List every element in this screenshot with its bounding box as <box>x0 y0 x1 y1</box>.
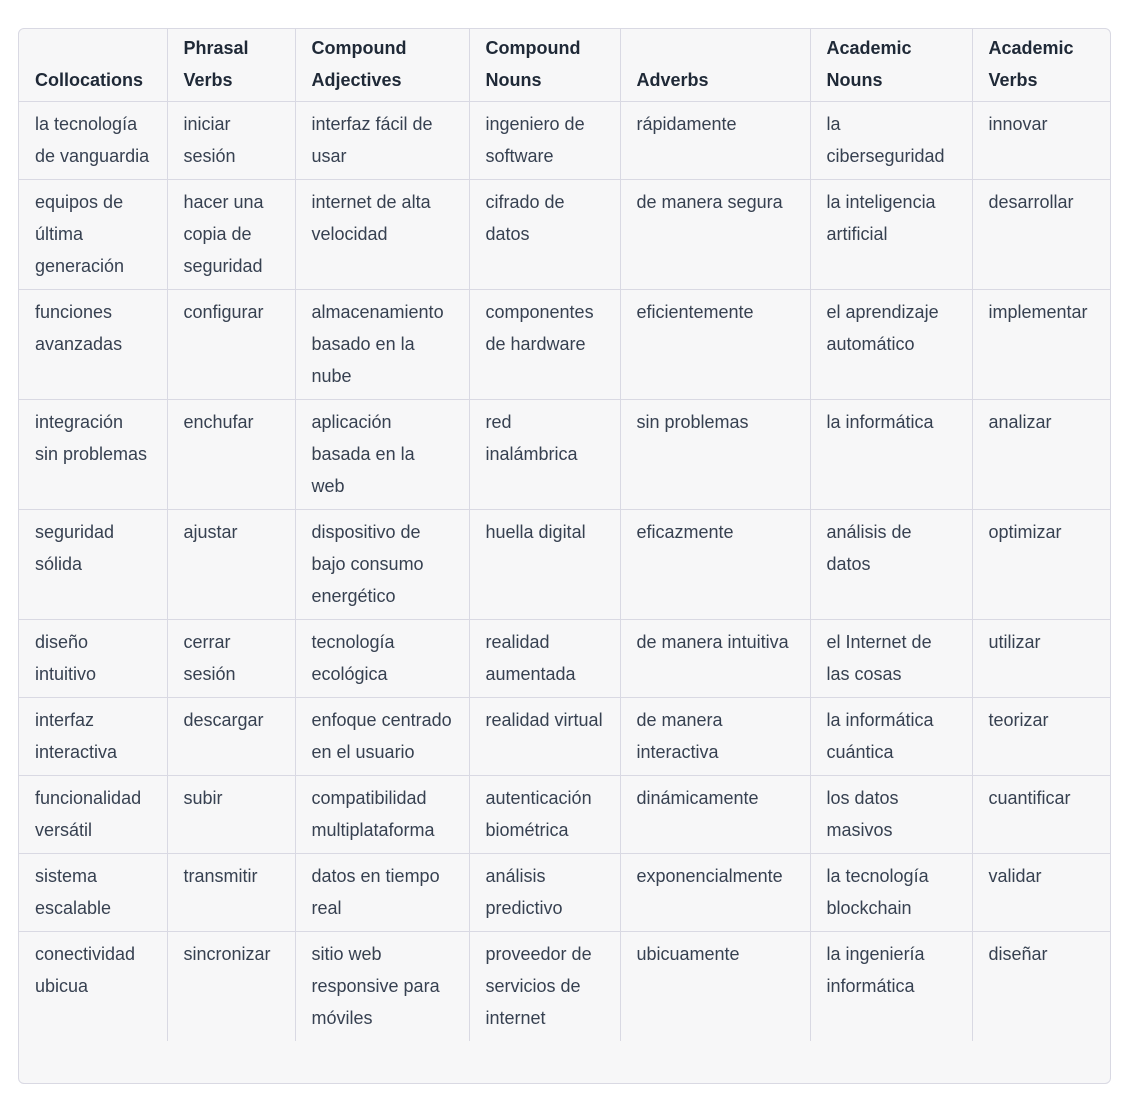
table-row <box>19 776 1110 854</box>
table-cell: de manera segura <box>620 180 810 290</box>
table-cell: el aprendizaje automático <box>810 290 972 400</box>
table-cell: eficazmente <box>620 510 810 620</box>
table-row <box>19 698 1110 776</box>
table-row <box>19 180 1110 290</box>
table-cell: interfaz interactiva <box>19 698 167 776</box>
table-cell: análisis predictivo <box>469 854 620 932</box>
table-cell: diseño intuitivo <box>19 620 167 698</box>
table-row <box>19 854 1110 932</box>
table-cell: seguridad sólida <box>19 510 167 620</box>
table-cell: la informática cuántica <box>810 698 972 776</box>
table-cell: subir <box>167 776 295 854</box>
table-cell: interfaz fácil de usar <box>295 102 469 180</box>
table-row <box>19 400 1110 510</box>
table-header-row <box>19 29 1110 102</box>
column-header: Phrasal Verbs <box>167 29 295 102</box>
table-cell: innovar <box>972 102 1110 180</box>
table-cell: equipos de última generación <box>19 180 167 290</box>
table-row <box>19 102 1110 180</box>
table-cell: integración sin problemas <box>19 400 167 510</box>
column-header: Adverbs <box>620 29 810 102</box>
table-cell: funciones avanzadas <box>19 290 167 400</box>
column-header: Academic Verbs <box>972 29 1110 102</box>
table-cell: de manera intuitiva <box>620 620 810 698</box>
table-cell: desarrollar <box>972 180 1110 290</box>
table-body <box>19 102 1110 1042</box>
vocabulary-table-container <box>18 28 1111 1084</box>
table-cell: dispositivo de bajo consumo energético <box>295 510 469 620</box>
table-cell: la ingeniería informática <box>810 932 972 1042</box>
table-cell: cerrar sesión <box>167 620 295 698</box>
table-cell: de manera interactiva <box>620 698 810 776</box>
table-cell: realidad aumentada <box>469 620 620 698</box>
table-cell: huella digital <box>469 510 620 620</box>
table-cell: análisis de datos <box>810 510 972 620</box>
table-cell: optimizar <box>972 510 1110 620</box>
table-cell: dinámicamente <box>620 776 810 854</box>
table-row <box>19 932 1110 1042</box>
column-header: Compound Adjectives <box>295 29 469 102</box>
table-cell: transmitir <box>167 854 295 932</box>
table-cell: red inalámbrica <box>469 400 620 510</box>
table-cell: sistema escalable <box>19 854 167 932</box>
table-cell: realidad virtual <box>469 698 620 776</box>
table-cell: la tecnología de vanguardia <box>19 102 167 180</box>
table-cell: enchufar <box>167 400 295 510</box>
table-cell: implementar <box>972 290 1110 400</box>
table-cell: almacenamiento basado en la nube <box>295 290 469 400</box>
table-cell: conectividad ubicua <box>19 932 167 1042</box>
table-cell: cifrado de datos <box>469 180 620 290</box>
table-cell: internet de alta velocidad <box>295 180 469 290</box>
table-cell: enfoque centrado en el usuario <box>295 698 469 776</box>
table-cell: ingeniero de software <box>469 102 620 180</box>
table-cell: exponencialmente <box>620 854 810 932</box>
table-cell: eficientemente <box>620 290 810 400</box>
column-header: Collocations <box>35 70 144 90</box>
table-cell: cuantificar <box>972 776 1110 854</box>
table-row <box>19 290 1110 400</box>
table-cell: ubicuamente <box>620 932 810 1042</box>
table-cell: iniciar sesión <box>167 102 295 180</box>
table-cell: funcionalidad versátil <box>19 776 167 854</box>
table-cell: autenticación biométrica <box>469 776 620 854</box>
table-cell: tecnología ecológica <box>295 620 469 698</box>
table-cell: compatibilidad multiplataforma <box>295 776 469 854</box>
table-cell: el Internet de las cosas <box>810 620 972 698</box>
table-cell: rápidamente <box>620 102 810 180</box>
table-cell: aplicación basada en la web <box>295 400 469 510</box>
table-cell: sincronizar <box>167 932 295 1042</box>
table-cell: componentes de hardware <box>469 290 620 400</box>
table-cell: sin problemas <box>620 400 810 510</box>
table-cell: analizar <box>972 400 1110 510</box>
table-cell: utilizar <box>972 620 1110 698</box>
table-row <box>19 620 1110 698</box>
column-header: Academic Nouns <box>810 29 972 102</box>
vocabulary-table <box>19 29 1110 1041</box>
table-cell: proveedor de servicios de internet <box>469 932 620 1042</box>
table-row <box>19 510 1110 620</box>
table-cell: sitio web responsive para móviles <box>295 932 469 1042</box>
table-cell: ajustar <box>167 510 295 620</box>
table-cell: la inteligencia artificial <box>810 180 972 290</box>
table-cell: datos en tiempo real <box>295 854 469 932</box>
table-cell: la ciberseguridad <box>810 102 972 180</box>
table-cell: configurar <box>167 290 295 400</box>
table-cell: diseñar <box>972 932 1110 1042</box>
column-header: Compound Nouns <box>469 29 620 102</box>
table-cell: los datos masivos <box>810 776 972 854</box>
table-cell: la tecnología blockchain <box>810 854 972 932</box>
table-cell: descargar <box>167 698 295 776</box>
table-cell: validar <box>972 854 1110 932</box>
table-cell: la informática <box>810 400 972 510</box>
table-cell: hacer una copia de seguridad <box>167 180 295 290</box>
table-cell: teorizar <box>972 698 1110 776</box>
